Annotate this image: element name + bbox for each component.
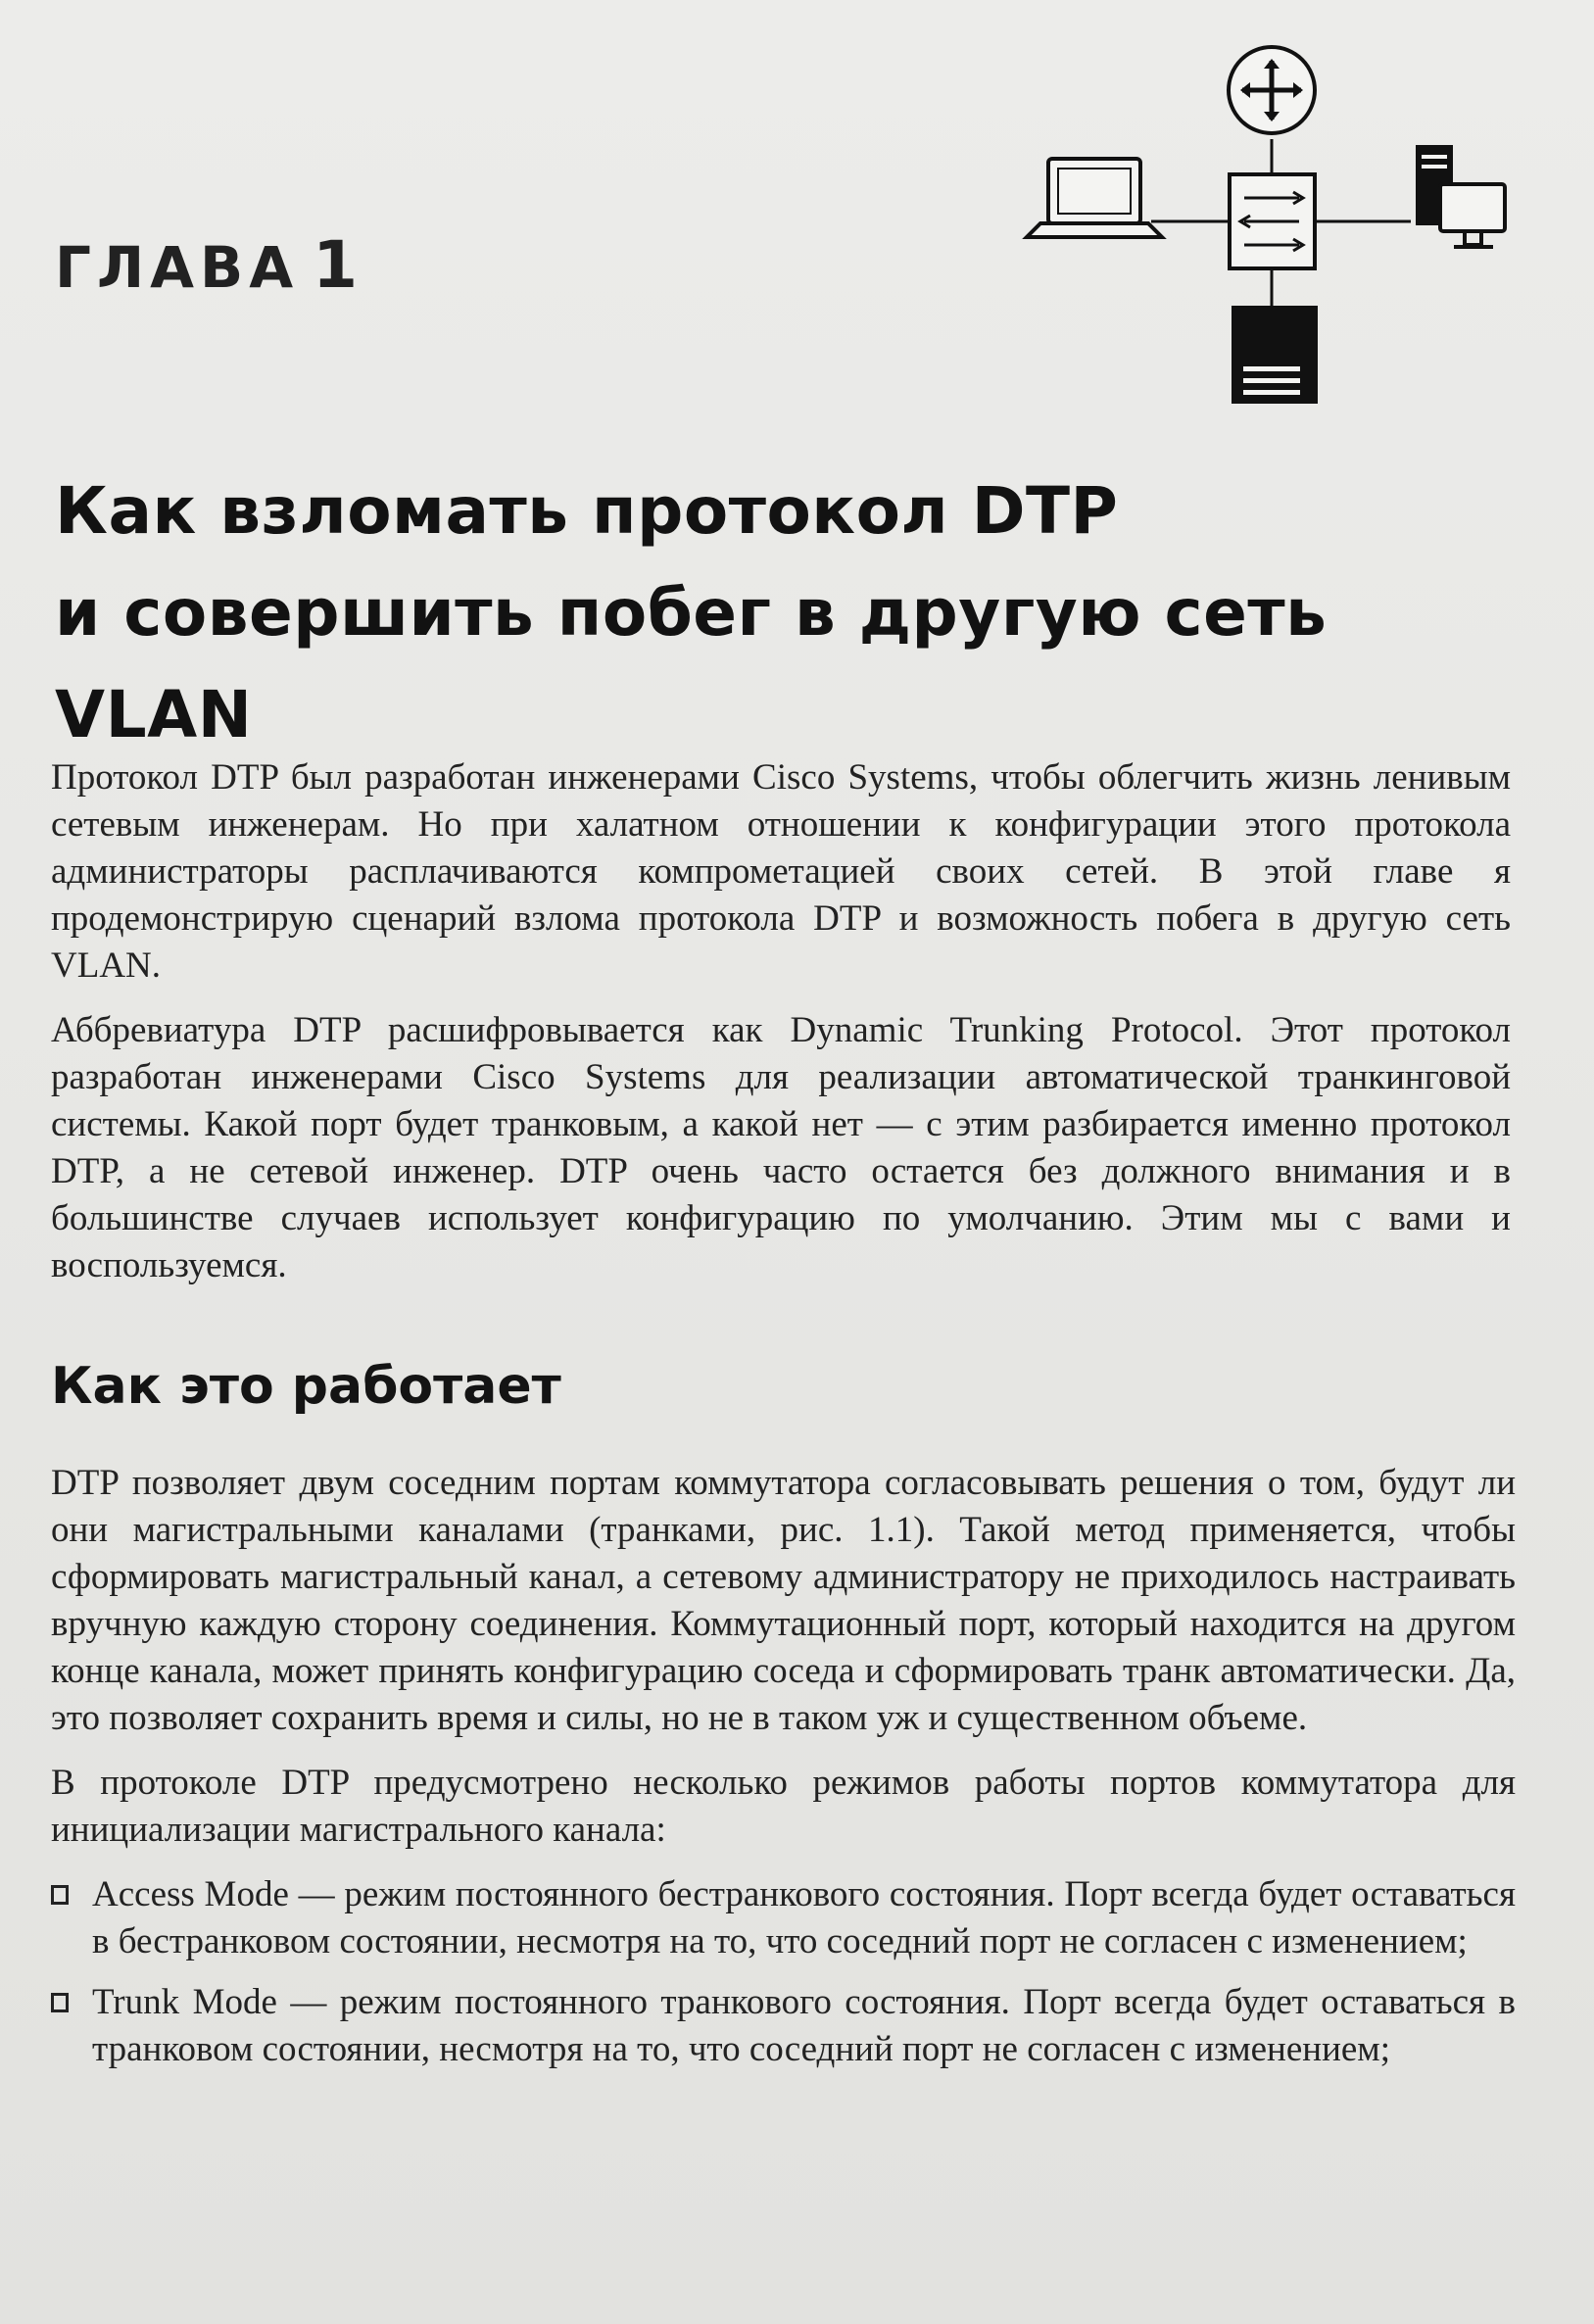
chapter-title-line1: Как взломать протокол DTP (55, 473, 1119, 549)
list-item (51, 1871, 1516, 1965)
mode-list (51, 1871, 1516, 2073)
network-diagram (1019, 29, 1568, 421)
section-paragraph-1: DTP позволяет двум соседним портам коммутатора согласовывать решения о том, будут ли они магистральными каналами (транками, рис. 1.1). Такой метод применяется, чтобы сформировать магистральный канал, а сетевому администратору не приходилось настраивать вручную каждую сторону соединения. Коммутационный порт, который находится на другом конце канала, может принять конфигурацию соседа и сформировать транк автоматически. Да, это позволяет сохранить время и силы, но не в таком уж и существенном объеме. (51, 1463, 1516, 1738)
section-heading: Как это работает (51, 1357, 561, 1416)
switch-icon (1230, 174, 1315, 268)
intro-text (51, 754, 1511, 1307)
section-text (51, 1460, 1516, 2087)
workstation-icon (1440, 184, 1505, 247)
chapter-word: ГЛАВА (55, 234, 300, 301)
chapter-title-line2: и совершить побег в другую сеть VLAN (55, 575, 1328, 752)
checkbox-bullet-icon (51, 1993, 69, 2012)
chapter-number: 1 (313, 227, 359, 303)
list-item-text: Trunk Mode — режим постоянного транкового состояния. Порт всегда будет оставаться в транковом состоянии, несмотря на то, что соседний порт не согласен с изменением; (92, 1982, 1516, 2069)
intro-paragraph-2: Аббревиатура DTP расшифровывается как Dynamic Trunking Protocol. Этот протокол разработан инженерами Cisco Systems для реализации автоматической транкинговой системы. Какой порт будет транковым, а какой нет — с этим разбирается именно протокол DTP, а не сетевой инженер. DTP очень часто остается без должного внимания и в большинстве случаев использует конфигурацию по умолчанию. Этим мы с вами и воспользуемся. (51, 1010, 1511, 1285)
chapter-title (55, 460, 1544, 766)
chapter-label (55, 227, 358, 303)
laptop-icon (1027, 159, 1162, 237)
checkbox-bullet-icon (51, 1885, 69, 1905)
router-icon (1229, 47, 1315, 133)
section-paragraph-2: В протоколе DTP предусмотрено несколько режимов работы портов коммутатора для инициализации магистрального канала: (51, 1763, 1516, 1850)
list-item-text: Access Mode — режим постоянного бестранкового состояния. Порт всегда будет оставаться в бестранковом состоянии, несмотря на то, что соседний порт не согласен с изменением; (92, 1874, 1516, 1961)
intro-paragraph-1: Протокол DTP был разработан инженерами Cisco Systems, чтобы облегчить жизнь ленивым сетевым инженерам. Но при халатном отношении к конфигурации этого протокола администраторы расплачиваются компрометацией своих сетей. В этой главе я продемонстрирую сценарий взлома протокола DTP и возможность побега в другую сеть VLAN. (51, 757, 1511, 986)
server-stack-icon (1232, 306, 1318, 404)
list-item (51, 1979, 1516, 2073)
